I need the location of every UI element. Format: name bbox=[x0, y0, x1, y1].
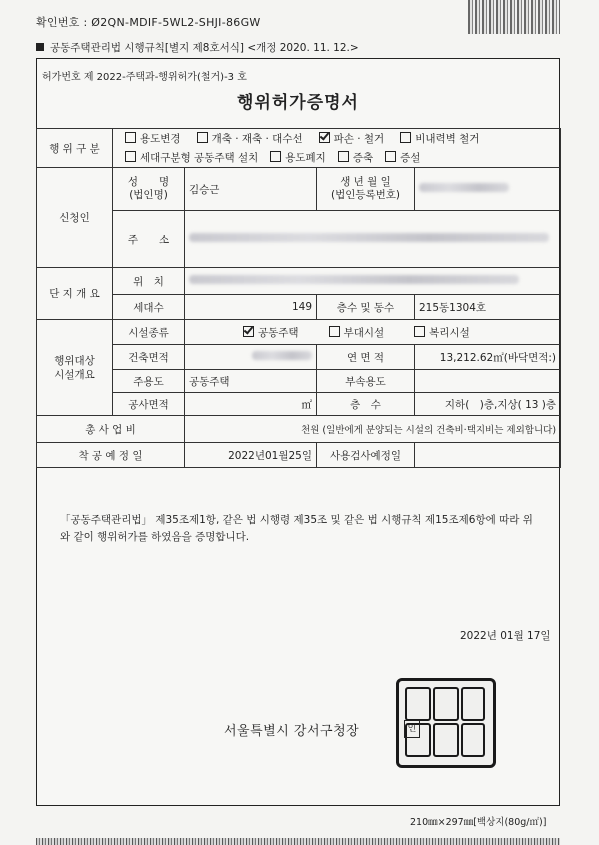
option-item bbox=[338, 152, 373, 164]
checked-box-icon bbox=[319, 132, 330, 143]
activity-row bbox=[37, 129, 561, 149]
activity-options-row2 bbox=[113, 148, 561, 168]
households-value: 149 bbox=[185, 295, 317, 320]
issue-date: 2022년 01월 17일 bbox=[460, 630, 551, 642]
redacted-building-area bbox=[252, 351, 312, 360]
option-item bbox=[270, 152, 326, 164]
option-label: 용도폐지 bbox=[285, 152, 326, 164]
checkbox-icon bbox=[270, 151, 281, 162]
permit-number: 허가번호 제 2022-주택과-행위허가(철거)-3 호 bbox=[42, 72, 247, 83]
issuer-name: 서울특별시 강서구청장 bbox=[224, 724, 360, 739]
complex-label: 단 지 개 요 bbox=[37, 268, 113, 320]
main-use-value: 공동주택 bbox=[185, 370, 317, 393]
square-bullet-icon bbox=[36, 43, 44, 51]
work-area-unit: ㎡ bbox=[185, 393, 317, 416]
work-area-label: 공사면적 bbox=[113, 393, 185, 416]
total-area-value: 13,212.62㎡(바닥면적:) bbox=[415, 345, 561, 370]
building-area-value bbox=[185, 345, 317, 370]
activity-options-row1 bbox=[113, 129, 561, 149]
option-label: 증축 bbox=[352, 152, 374, 164]
document-title: 행위허가증명서 bbox=[237, 93, 359, 113]
small-seal-mark: 인 bbox=[404, 720, 420, 738]
option-label: 비내력벽 철거 bbox=[415, 133, 480, 145]
paper-spec: 210㎜×297㎜[백상지(80g/㎡)] bbox=[410, 817, 547, 828]
sub-use-label: 부속용도 bbox=[317, 370, 415, 393]
start-date-label: 착 공 예 정 일 bbox=[37, 443, 185, 468]
facility-label: 행위대상 시설개요 bbox=[37, 320, 113, 416]
bottom-barcode-strip bbox=[36, 838, 560, 845]
option-item bbox=[400, 133, 479, 145]
facility-type-options bbox=[185, 320, 561, 345]
start-date-value: 2022년01월25일 bbox=[185, 443, 317, 468]
checkbox-icon bbox=[400, 132, 411, 143]
floors-value: 215동1304호 bbox=[415, 295, 561, 320]
total-area-label: 연 면 적 bbox=[317, 345, 415, 370]
birth-value bbox=[415, 168, 561, 211]
option-item bbox=[385, 152, 420, 164]
checkbox-icon bbox=[414, 326, 425, 337]
name-value: 김승근 bbox=[185, 168, 317, 211]
checkbox-icon bbox=[197, 132, 208, 143]
barcode-image bbox=[468, 0, 560, 34]
cost-label: 총 사 업 비 bbox=[37, 416, 185, 443]
cost-value: 천원 (일반에게 분양되는 시설의 건축비·택지비는 제외합니다) bbox=[185, 416, 561, 443]
checkbox-icon bbox=[125, 132, 136, 143]
checked-box-icon bbox=[243, 326, 254, 337]
storeys-label: 층 수 bbox=[317, 393, 415, 416]
permit-table bbox=[36, 128, 561, 468]
facility-type-label: 시설종류 bbox=[113, 320, 185, 345]
redacted-address bbox=[189, 233, 549, 242]
option-item bbox=[243, 327, 299, 339]
option-label: 용도변경 bbox=[140, 133, 181, 145]
option-item bbox=[414, 327, 470, 339]
option-item bbox=[319, 133, 385, 145]
option-label: 복리시설 bbox=[429, 326, 470, 339]
option-item bbox=[125, 152, 258, 164]
checkbox-icon bbox=[125, 151, 136, 162]
location-label: 위 치 bbox=[113, 268, 185, 295]
option-item bbox=[125, 133, 181, 145]
floors-label: 층수 및 동수 bbox=[317, 295, 415, 320]
storeys-value: 지하( )층,지상( 13 )층 bbox=[415, 393, 561, 416]
checkbox-icon bbox=[385, 151, 396, 162]
inspection-date-value bbox=[415, 443, 561, 468]
option-label: 세대구분형 공동주택 설치 bbox=[140, 152, 259, 164]
name-label: 성 명 (법인명) bbox=[113, 168, 185, 211]
option-item bbox=[197, 133, 303, 145]
option-label: 개축 · 재축 · 대수선 bbox=[211, 133, 303, 145]
inspection-date-label: 사용검사예정일 bbox=[317, 443, 415, 468]
address-label: 주 소 bbox=[113, 211, 185, 268]
certification-statement: 「공동주택관리법」 제35조제1항, 같은 법 시행령 제35조 및 같은 법 시행규칙 제15조제6항에 따라 위와 같이 행위허가를 하였음을 증명합니다. bbox=[60, 514, 533, 543]
law-reference bbox=[36, 40, 359, 55]
applicant-label: 신청인 bbox=[37, 168, 113, 268]
option-label: 증설 bbox=[400, 152, 421, 164]
law-reference-text: 공동주택관리법 시행규칙[별지 제8호서식] <개정 2020. 11. 12.> bbox=[50, 42, 359, 54]
option-label: 파손 · 철거 bbox=[333, 133, 385, 145]
option-item bbox=[329, 327, 385, 339]
redacted-birth bbox=[419, 183, 509, 192]
checkbox-icon bbox=[338, 151, 349, 162]
activity-label: 행 위 구 분 bbox=[37, 129, 113, 168]
sub-use-value bbox=[415, 370, 561, 393]
redacted-location bbox=[189, 275, 519, 284]
option-label: 공동주택 bbox=[258, 326, 299, 339]
birth-label: 생 년 월 일 (법인등록번호) bbox=[317, 168, 415, 211]
main-use-label: 주용도 bbox=[113, 370, 185, 393]
checkbox-icon bbox=[329, 326, 340, 337]
option-label: 부대시설 bbox=[343, 326, 385, 339]
address-value bbox=[185, 211, 561, 268]
building-area-label: 건축면적 bbox=[113, 345, 185, 370]
location-value bbox=[185, 268, 561, 295]
households-label: 세대수 bbox=[113, 295, 185, 320]
confirmation-number: 확인번호 : Ø2QN-MDIF-5WL2-SHJI-86GW bbox=[36, 16, 261, 29]
